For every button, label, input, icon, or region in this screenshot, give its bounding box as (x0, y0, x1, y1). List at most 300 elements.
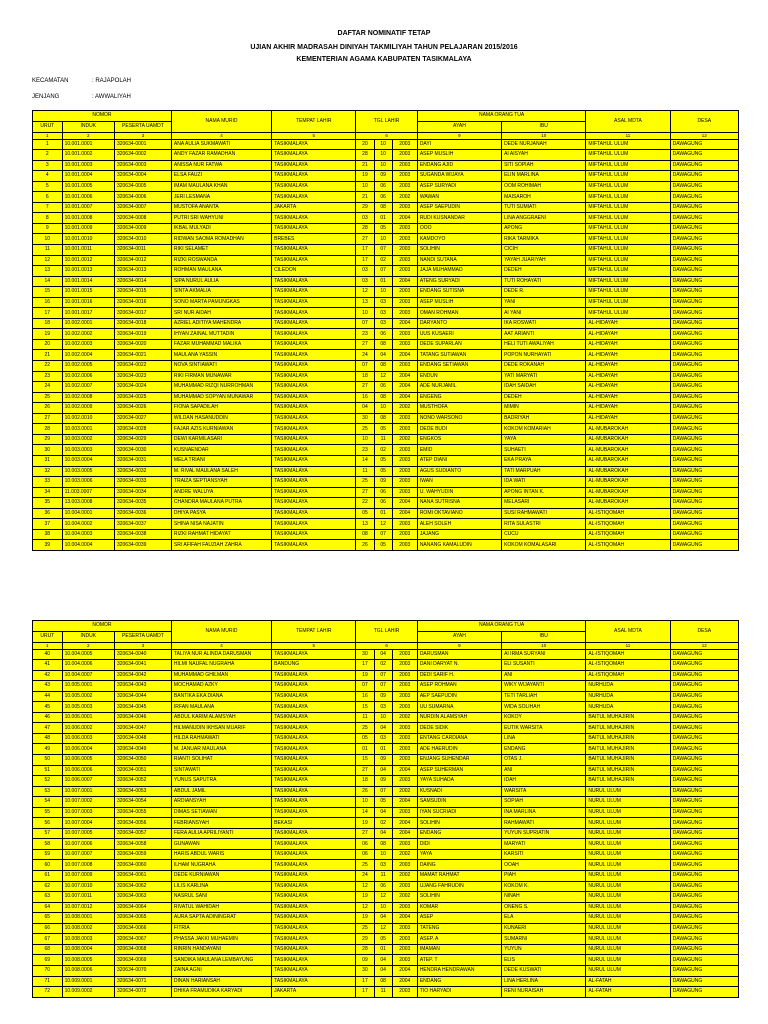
table-cell: 10.001.0017 (62, 308, 114, 319)
table-cell: 27 (356, 487, 374, 498)
table-cell: 2004 (392, 382, 417, 393)
table-cell: 10 (33, 234, 63, 245)
table-cell: 07 (374, 670, 392, 681)
table-cell: DAWAGUNG (670, 434, 738, 445)
table-cell: ENDUN (417, 371, 501, 382)
table-cell: 2003 (392, 202, 417, 213)
table-cell: ENDANG SUTISNA (417, 287, 501, 298)
table-cell: 2003 (392, 266, 417, 277)
table-cell: OOM ROHIMAH (502, 181, 586, 192)
table-cell: 11 (356, 466, 374, 477)
table-cell: MIMIN (502, 403, 586, 414)
table-cell: 53 (33, 786, 63, 797)
table-cell: DAWAGUNG (670, 681, 738, 692)
table-row (33, 466, 739, 477)
table-cell: 320634-0042 (114, 670, 171, 681)
table-cell: 04 (356, 403, 374, 414)
table-cell: NONO WARSONO (417, 413, 501, 424)
table-cell: LINA ANGGRAENI (502, 213, 586, 224)
table-cell: SOLIHIN (417, 818, 501, 829)
table-cell: 19 (356, 892, 374, 903)
table-cell: 19 (33, 329, 63, 340)
table-cell: MUSTOFA ANANTA (171, 202, 271, 213)
table-cell: 2003 (392, 223, 417, 234)
table-cell: MIFTAHUL ULUM (586, 213, 670, 224)
table-cell: ELA (502, 913, 586, 924)
table-cell: NANANG KAMALUDIN (417, 540, 501, 551)
table-cell: WIDA SOLIHAH (502, 702, 586, 713)
table-cell: SINTA AKMALIA (171, 287, 271, 298)
table-cell: 29 (356, 202, 374, 213)
table-cell: SOPIAH (502, 797, 586, 808)
table-cell: 21 (356, 160, 374, 171)
table-cell: WAWAN (417, 192, 501, 203)
table-cell: 320634-0037 (114, 519, 171, 530)
table-cell: RIDWAN SAOMA ROMADHAN (171, 234, 271, 245)
table-cell: 10 (374, 712, 392, 723)
table-cell: 27 (356, 828, 374, 839)
table-cell: 04 (374, 807, 392, 818)
table-cell: TETI TARLIAH (502, 691, 586, 702)
table-cell: TASIKMALAYA (272, 245, 356, 256)
table-cell: 41 (33, 660, 63, 671)
table-cell: DAWAGUNG (670, 508, 738, 519)
table-cell: 07 (374, 245, 392, 256)
table-cell: ADE NURJAMIL (417, 382, 501, 393)
table-cell: 04 (374, 965, 392, 976)
table-cell: TASIKMALAYA (272, 529, 356, 540)
table-cell: 320634-0049 (114, 744, 171, 755)
table-row (33, 519, 739, 530)
table-cell: TASIKMALAYA (272, 329, 356, 340)
table-cell: 10.007.0008 (62, 860, 114, 871)
table-cell: DAWAGUNG (670, 934, 738, 945)
table-cell: 10 (374, 234, 392, 245)
table-row (33, 892, 739, 903)
table-row (33, 913, 739, 924)
table-cell: MIFTAHUL ULUM (586, 192, 670, 203)
table-row (33, 403, 739, 414)
table-cell: 18 (356, 371, 374, 382)
table-cell: HILMANUDIN IKHSAN MUARIF (171, 723, 271, 734)
table-cell: MIFTAHUL ULUM (586, 297, 670, 308)
table-cell: 04 (374, 723, 392, 734)
table-row (33, 255, 739, 266)
table-cell: 320634-0008 (114, 213, 171, 224)
table-cell: 2003 (392, 181, 417, 192)
table-cell: NURUL ULUM (586, 786, 670, 797)
table-cell: 10.002.0006 (62, 371, 114, 382)
table-cell: 320634-0063 (114, 892, 171, 903)
table-cell: YAYA SUHADA (417, 776, 501, 787)
table-cell: 20 (33, 339, 63, 350)
table-cell: ANI (502, 765, 586, 776)
table-cell: IMAMAN (417, 944, 501, 955)
table-cell: TASIKMALAYA (272, 955, 356, 966)
table-cell: DAWAGUNG (670, 540, 738, 551)
table-cell: DEDE ROKANAH (502, 361, 586, 372)
table-cell: DAWAGUNG (670, 733, 738, 744)
table-cell: RIZKI RAHMAT HIDAYAT (171, 529, 271, 540)
table-cell: 2003 (392, 329, 417, 340)
table-cell: DAWAGUNG (670, 477, 738, 488)
table-cell: 320634-0011 (114, 245, 171, 256)
table-cell: 320634-0024 (114, 382, 171, 393)
table-cell: 6 (33, 192, 63, 203)
table-cell: NURHUDA (586, 702, 670, 713)
table-cell: TASIKMALAYA (272, 702, 356, 713)
table-row (33, 455, 739, 466)
table-cell: AL-ISTIQOMAH (586, 529, 670, 540)
table-cell: 320634-0067 (114, 934, 171, 945)
table-cell: ENJANG SUHENDAR (417, 755, 501, 766)
table-cell: 30 (356, 965, 374, 976)
table-cell: 10.007.0012 (62, 902, 114, 913)
table-cell: ARDIANSYAH (171, 797, 271, 808)
table-cell: 2002 (392, 849, 417, 860)
table-cell: TASIKMALAYA (272, 828, 356, 839)
table-cell: DAWAGUNG (670, 776, 738, 787)
table-cell: 320634-0053 (114, 786, 171, 797)
table-cell: DAWAGUNG (670, 923, 738, 934)
table-cell: FAJAR AZIS KURNIAWAN (171, 424, 271, 435)
table-cell: 2003 (392, 455, 417, 466)
table-cell: DEDE KUSWATI (502, 965, 586, 976)
table-cell: AL-HIDAYAH (586, 403, 670, 414)
table-row (33, 392, 739, 403)
table-cell: 25 (356, 860, 374, 871)
table-cell: 09 (374, 755, 392, 766)
table-cell: DAWAGUNG (670, 424, 738, 435)
column-number: 3 (114, 642, 171, 649)
table-cell: DAWAGUNG (670, 987, 738, 998)
table-cell: DAWAGUNG (670, 455, 738, 466)
table-cell: AL-MUBAROKAH (586, 455, 670, 466)
table-row (33, 150, 739, 161)
table-cell: 2004 (392, 318, 417, 329)
table-cell: 05 (374, 934, 392, 945)
table-cell: DAWAGUNG (670, 413, 738, 424)
table-cell: 17 (356, 987, 374, 998)
table-cell: 02 (374, 818, 392, 829)
table-row (33, 318, 739, 329)
table-cell: YUYUN SUPRIATIN (502, 828, 586, 839)
table-cell: ENDANG (502, 744, 586, 755)
table-cell: 05 (356, 733, 374, 744)
table-cell: 63 (33, 892, 63, 903)
table-row (33, 670, 739, 681)
table-cell: AL-HIDAYAH (586, 339, 670, 350)
table-cell: 05 (374, 424, 392, 435)
table-cell: 320634-0046 (114, 712, 171, 723)
table-cell: DAWAGUNG (670, 965, 738, 976)
table-cell: 64 (33, 902, 63, 913)
table-cell: 320634-0055 (114, 807, 171, 818)
table-cell: 26 (356, 540, 374, 551)
table-cell: 10.008.0004 (62, 944, 114, 955)
table-cell: 320634-0048 (114, 733, 171, 744)
table-cell: 28 (33, 424, 63, 435)
table-cell: TASIKMALAYA (272, 765, 356, 776)
table-cell: 10.006.0006 (62, 765, 114, 776)
table-cell: 2003 (392, 361, 417, 372)
table-cell: 07 (356, 681, 374, 692)
table-cell: 42 (33, 670, 63, 681)
table-cell: LINA (502, 733, 586, 744)
table-cell: MOCHAMAD AZKY (171, 681, 271, 692)
table-cell: SOLIHIN (417, 892, 501, 903)
table-cell: 2003 (392, 807, 417, 818)
table-cell: 320634-0004 (114, 171, 171, 182)
table-cell: 50 (33, 755, 63, 766)
table-cell: 2003 (392, 445, 417, 456)
table-cell: 10.008.0003 (62, 934, 114, 945)
table-cell: 10.007.0007 (62, 849, 114, 860)
table-cell: DAWAGUNG (670, 318, 738, 329)
table-cell: 10 (374, 160, 392, 171)
table-cell: 11 (33, 245, 63, 256)
table-cell: 12 (356, 881, 374, 892)
header-nama-orang-tua: NAMA ORANG TUA (417, 111, 586, 122)
table-cell: IWAN (417, 477, 501, 488)
table-cell: AL-ISTIQOMAH (586, 519, 670, 530)
table-cell: TASIKMALAYA (272, 776, 356, 787)
table-cell: 11 (374, 987, 392, 998)
table-row (33, 213, 739, 224)
table-cell: AL-MUBAROKAH (586, 445, 670, 456)
table-cell: DAWAGUNG (670, 308, 738, 319)
table-cell: NURUL ULUM (586, 913, 670, 924)
table-cell: DAWAGUNG (670, 245, 738, 256)
table-cell: 10.002.0005 (62, 361, 114, 372)
table-cell: AL-HIDAYAH (586, 382, 670, 393)
table-cell: KOKOM KOMALASARI (502, 540, 586, 551)
table-cell: 07 (374, 786, 392, 797)
table-cell: MIFTAHUL ULUM (586, 160, 670, 171)
table-cell: 10.001.0015 (62, 287, 114, 298)
table-cell: 27 (356, 765, 374, 776)
table-cell: 10.007.0010 (62, 881, 114, 892)
table-cell: 05 (374, 455, 392, 466)
table-cell: DAWAGUNG (670, 297, 738, 308)
table-cell: YAYAH JUARIYAH (502, 255, 586, 266)
table-cell: 54 (33, 797, 63, 808)
table-cell: 05 (374, 223, 392, 234)
table-cell: MELA TRIANI (171, 455, 271, 466)
table-row (33, 776, 739, 787)
table-cell: AL-MUBAROKAH (586, 466, 670, 477)
table-cell: 2002 (392, 871, 417, 882)
table-cell: MIFTAHUL ULUM (586, 308, 670, 319)
table-cell: 320634-0035 (114, 498, 171, 509)
table-cell: 2003 (392, 934, 417, 945)
table-cell: DAWAGUNG (670, 529, 738, 540)
table-cell: BAITUL MUHAJIRIN (586, 733, 670, 744)
table-cell: 09 (374, 691, 392, 702)
table-cell: 03 (374, 702, 392, 713)
table-cell: DAWAGUNG (670, 487, 738, 498)
table-cell: 10.002.0009 (62, 403, 114, 414)
table-cell: LINA HERLINA (502, 976, 586, 987)
table-cell: AI IRMA SURYANI (502, 649, 586, 660)
table-cell: 10.007.0003 (62, 807, 114, 818)
table-cell: 10 (374, 849, 392, 860)
table-cell: 08 (374, 202, 392, 213)
table-cell: DEDE SUPARLAN (417, 339, 501, 350)
table-row (33, 223, 739, 234)
table-cell: AL-MUBAROKAH (586, 477, 670, 488)
table-cell: AL-MUBAROKAH (586, 498, 670, 509)
table-cell: 03 (374, 733, 392, 744)
table-cell: DAWAGUNG (670, 786, 738, 797)
table-cell: 01 (374, 744, 392, 755)
table-cell: 57 (33, 828, 63, 839)
table-cell: 2003 (392, 733, 417, 744)
table-cell: 10.004.0001 (62, 508, 114, 519)
table-cell: OOAH (502, 860, 586, 871)
table-cell: 03 (356, 276, 374, 287)
table-cell: 04 (374, 913, 392, 924)
table-cell: DIMAS SETIAWAN (171, 807, 271, 818)
table-row (33, 424, 739, 435)
table-cell: 47 (33, 723, 63, 734)
table-cell: RIANTI SOLIHAT (171, 755, 271, 766)
table-row (33, 818, 739, 829)
table-cell: 320634-0003 (114, 160, 171, 171)
table-cell: 10.001.0001 (62, 139, 114, 150)
nominatif-table-2 (32, 620, 739, 998)
column-number: 12 (670, 642, 738, 649)
table-cell: TASIKMALAYA (272, 807, 356, 818)
table-cell: BAITUL MUHAJIRIN (586, 755, 670, 766)
table-cell: JERI LESMANA (171, 192, 271, 203)
table-row (33, 477, 739, 488)
table-cell: 2003 (392, 245, 417, 256)
table-cell: 37 (33, 519, 63, 530)
table-row (33, 987, 739, 998)
table-cell: DHIYA PASYA (171, 508, 271, 519)
table-cell: TASIKMALAYA (272, 382, 356, 393)
table-cell: DAWAGUNG (670, 223, 738, 234)
table-cell: 04 (374, 765, 392, 776)
table-cell: NINAH (502, 892, 586, 903)
table-cell: 2003 (392, 413, 417, 424)
table-cell: 06 (374, 382, 392, 393)
table-cell: 43 (33, 681, 63, 692)
header-urut: URUT (33, 121, 63, 132)
table-row (33, 807, 739, 818)
table-cell: 320634-0027 (114, 413, 171, 424)
table-cell: 13 (356, 297, 374, 308)
table-cell: 2004 (392, 350, 417, 361)
table-cell: 06 (374, 329, 392, 340)
table-cell: EUTIK WARSITA (502, 723, 586, 734)
table-cell: TASIKMALAYA (272, 255, 356, 266)
table-cell: TASIKMALAYA (272, 371, 356, 382)
table-cell: 320634-0034 (114, 487, 171, 498)
table-cell: 12 (374, 923, 392, 934)
header-peserta: PESERTA UAMDT (114, 121, 171, 132)
table-cell: 08 (374, 361, 392, 372)
table-cell: 56 (33, 818, 63, 829)
table-cell: 10.007.0001 (62, 786, 114, 797)
table-cell: RIKI SELAMET (171, 245, 271, 256)
table-cell: 13 (33, 266, 63, 277)
table-cell: DIDI (417, 839, 501, 850)
table-cell: SUSI RAHMAWATI (502, 508, 586, 519)
table-cell: 10.007.0005 (62, 828, 114, 839)
table-cell: INA MARLINA (502, 807, 586, 818)
table-cell: TASIKMALAYA (272, 892, 356, 903)
jenjang-label: JENJANG (32, 94, 60, 100)
table-cell: DINAN HARIANSAH (171, 976, 271, 987)
table-cell: 2 (33, 150, 63, 161)
table-cell: MUHAMMAD RIZQI NURROHMAN (171, 382, 271, 393)
table-cell: TASIKMALAYA (272, 487, 356, 498)
table-cell: 45 (33, 702, 63, 713)
table-cell: TASIKMALAYA (272, 318, 356, 329)
table-cell: BAITUL MUHAJIRIN (586, 744, 670, 755)
table-cell: 2003 (392, 902, 417, 913)
table-cell: KOKOY (502, 712, 586, 723)
table-cell: 25 (356, 477, 374, 488)
table-cell: 2004 (392, 765, 417, 776)
table-cell: 10.001.0006 (62, 192, 114, 203)
table-cell: 44 (33, 691, 63, 702)
table-cell: 10.001.0005 (62, 181, 114, 192)
table-cell: 19 (356, 670, 374, 681)
nominatif-table-1 (32, 110, 739, 551)
table-cell: 7 (33, 202, 63, 213)
table-cell: TASIKMALAYA (272, 913, 356, 924)
table-cell: 23 (356, 329, 374, 340)
table-cell: RAHMAWATI (502, 818, 586, 829)
table-cell: TASIKMALAYA (272, 839, 356, 850)
table-cell: 24 (33, 382, 63, 393)
column-number: 12 (670, 132, 738, 139)
table-cell: 10.004.0004 (62, 540, 114, 551)
table-row (33, 691, 739, 702)
table-cell: 19 (356, 171, 374, 182)
table-cell: TASIKMALAYA (272, 192, 356, 203)
table-cell: SOLIHIN (417, 245, 501, 256)
table-cell: 2002 (392, 403, 417, 414)
table-cell: 12 (374, 371, 392, 382)
table-cell: 320634-0062 (114, 881, 171, 892)
table-cell: 08 (374, 413, 392, 424)
table-row (33, 860, 739, 871)
table-cell: 2003 (392, 150, 417, 161)
table-cell: AL-HIDAYAH (586, 350, 670, 361)
table-cell: TATENG (417, 923, 501, 934)
table-cell: DANI DARYAT N. (417, 660, 501, 671)
table-cell: SUMARNI (502, 934, 586, 945)
table-cell: 2004 (392, 498, 417, 509)
table-cell: 03 (374, 297, 392, 308)
header-ayah: AYAH (417, 121, 501, 132)
table-cell: NURUL ULUM (586, 839, 670, 850)
table-cell: ATEP. T (417, 955, 501, 966)
table-cell: TASIKMALAYA (272, 413, 356, 424)
table-cell: ASEP ROHMAN (417, 681, 501, 692)
table-cell: ANISSA NUR FATWA (171, 160, 271, 171)
table-cell: 320634-0015 (114, 287, 171, 298)
table-row (33, 765, 739, 776)
table-cell: TASIKMALAYA (272, 392, 356, 403)
table-cell: 10.008.0005 (62, 955, 114, 966)
table-cell: AEP SAEPUDIN (417, 691, 501, 702)
table-cell: 28 (356, 150, 374, 161)
